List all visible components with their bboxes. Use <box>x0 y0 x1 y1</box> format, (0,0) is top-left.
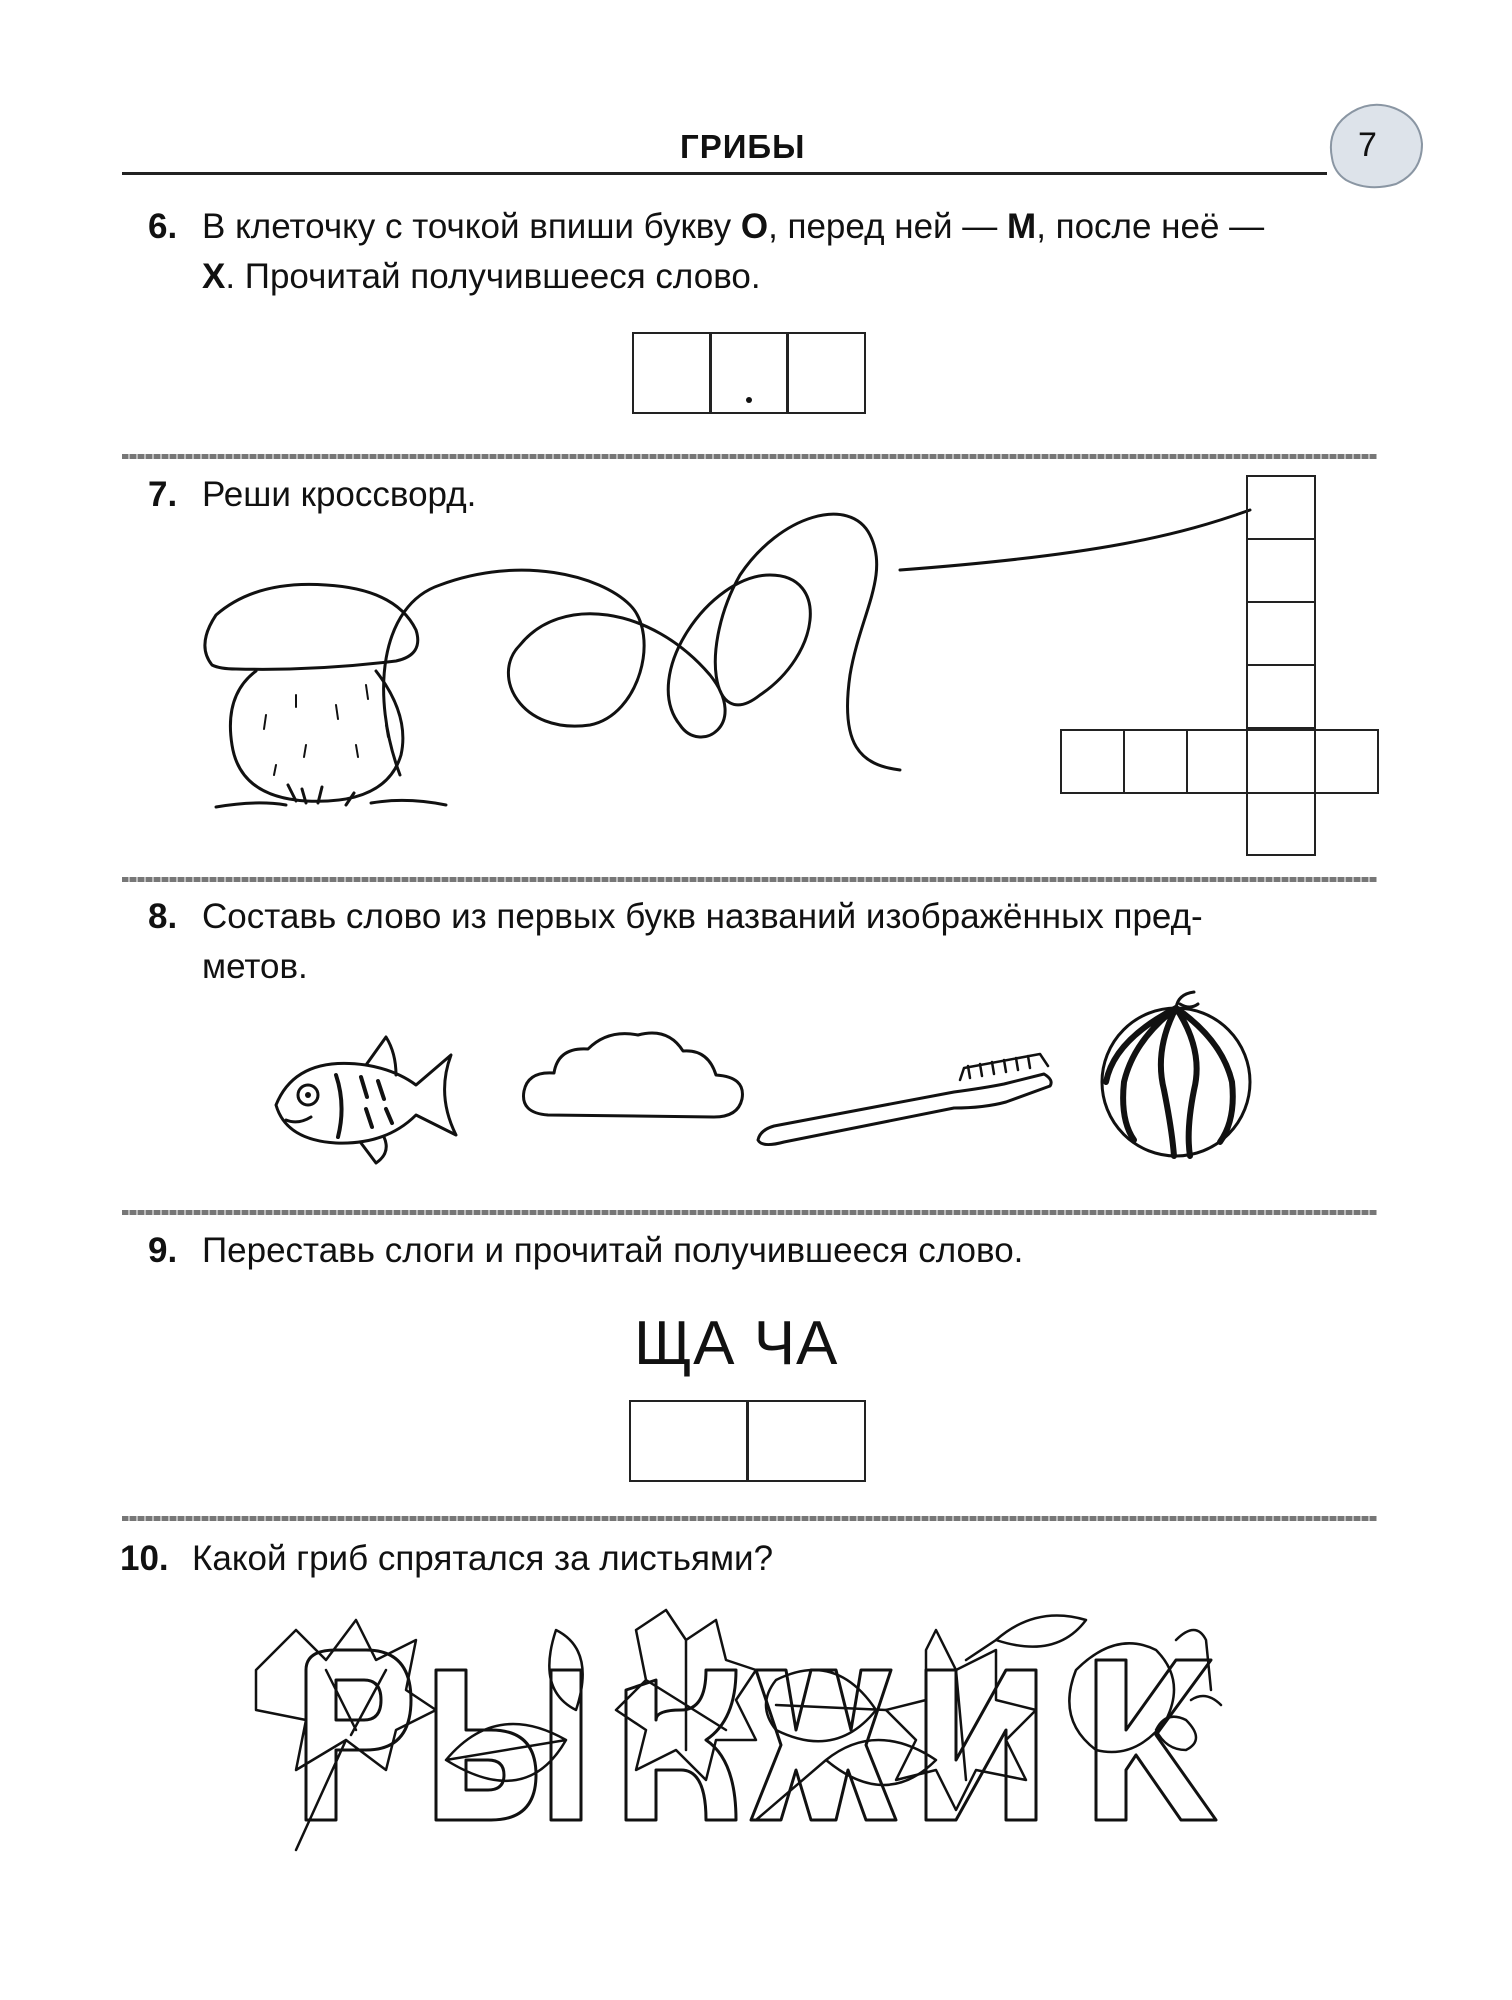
crossword-cell[interactable] <box>1246 664 1316 729</box>
crossword-cell[interactable] <box>1246 729 1316 794</box>
task-number: 10. <box>120 1539 169 1578</box>
task-7: 7. Реши кроссворд. <box>148 470 476 520</box>
task-10: 10. Какой гриб спрятался за листьями? <box>120 1534 773 1584</box>
header-rule <box>122 172 1327 175</box>
crossword-cell[interactable] <box>1246 601 1316 666</box>
page-title: ГРИБЫ <box>680 128 806 165</box>
crossword-cell[interactable] <box>1123 729 1188 794</box>
syllable-cell-1[interactable] <box>629 1400 749 1482</box>
task-number: 6. <box>148 207 178 246</box>
task-8: 8. Составь слово из первых букв названий изображённых пред- метов. <box>148 892 1203 992</box>
watermelon-icon <box>1094 990 1264 1160</box>
crossword-cell[interactable] <box>1246 538 1316 603</box>
crossword-cell[interactable] <box>1246 475 1316 540</box>
maze-path <box>380 495 1260 855</box>
syllable-cell-2[interactable] <box>746 1400 866 1482</box>
hidden-word-leaves-icon <box>236 1610 1276 1860</box>
crossword-cell[interactable] <box>1060 729 1125 794</box>
crossword-cell[interactable] <box>1186 729 1248 794</box>
syllables-prompt: ЩА ЧА <box>634 1309 839 1378</box>
answer-cell-dot[interactable] <box>709 332 789 414</box>
dot-marker <box>746 397 752 403</box>
task-number: 8. <box>148 897 178 936</box>
task-number: 7. <box>148 475 178 514</box>
crossword-cell[interactable] <box>1314 729 1379 794</box>
section-divider <box>122 877 1377 882</box>
answer-cell-1[interactable] <box>632 332 712 414</box>
task-number: 9. <box>148 1231 178 1270</box>
section-divider <box>122 1516 1377 1521</box>
cloud-icon <box>518 1025 748 1125</box>
page-number: 7 <box>1358 126 1377 164</box>
answer-cell-3[interactable] <box>786 332 866 414</box>
section-divider <box>122 454 1377 459</box>
fish-icon <box>266 1025 466 1165</box>
crossword-cell[interactable] <box>1246 792 1316 856</box>
task-9: 9. Переставь слоги и прочитай получившееся слово. <box>148 1226 1023 1276</box>
section-divider <box>122 1210 1377 1215</box>
task-6: 6. В клеточку с точкой впиши букву О, перед ней — М, после неё — Х. Прочитай получившееся слово. <box>148 202 1264 302</box>
toothbrush-icon <box>754 1030 1064 1150</box>
